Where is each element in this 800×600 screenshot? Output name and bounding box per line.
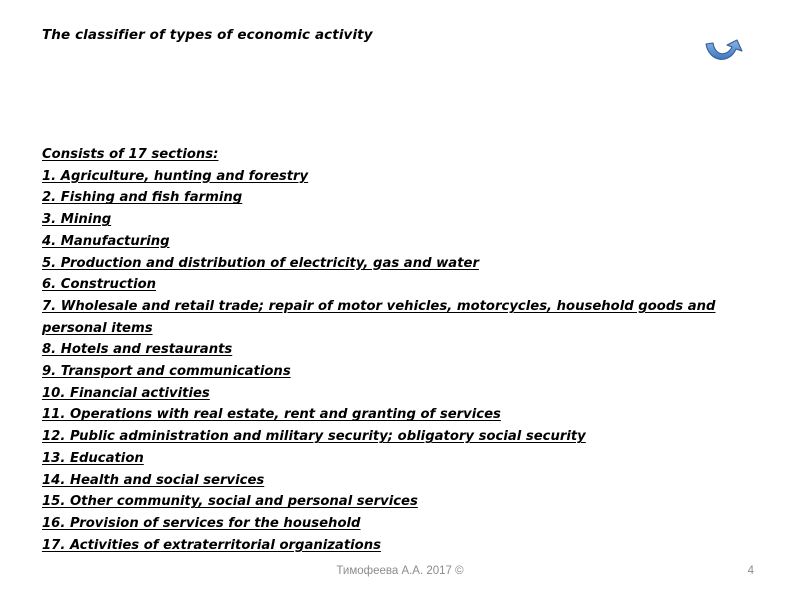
section-item: 1. Agriculture, hunting and forestry xyxy=(42,168,309,184)
section-item: 12. Public administration and military security; obligatory social security xyxy=(42,429,586,445)
slide-title: The classifier of types of economic activity xyxy=(42,27,373,43)
sections-content xyxy=(42,144,742,556)
section-item: 5. Production and distribution of electricity, gas and water xyxy=(42,255,479,271)
section-item: 6. Construction xyxy=(42,277,157,293)
sections-list xyxy=(42,166,742,557)
section-item: 15. Other community, social and personal services xyxy=(42,494,418,510)
section-item: 11. Operations with real estate, rent and granting of services xyxy=(42,407,501,423)
section-item: 2. Fishing and fish farming xyxy=(42,190,243,206)
section-item: 9. Transport and communications xyxy=(42,364,291,380)
section-item: 17. Activities of extraterritorial organizations xyxy=(42,537,381,553)
section-item: 4. Manufacturing xyxy=(42,233,170,249)
section-item: 14. Health and social services xyxy=(42,472,265,488)
section-item: 3. Mining xyxy=(42,212,112,228)
footer-author: Тимофеева А.А. 2017 © xyxy=(336,565,464,577)
section-item: 7. Wholesale and retail trade; repair of motor vehicles, motorcycles, household goods and personal items xyxy=(42,298,716,336)
section-item: 16. Provision of services for the household xyxy=(42,515,361,531)
section-item: 13. Education xyxy=(42,450,144,466)
page-number: 4 xyxy=(747,565,754,577)
section-item: 8. Hotels and restaurants xyxy=(42,342,233,358)
return-arrow-icon[interactable] xyxy=(703,38,747,64)
section-item: 10. Financial activities xyxy=(42,385,210,401)
sections-intro: Consists of 17 sections: xyxy=(42,147,219,162)
